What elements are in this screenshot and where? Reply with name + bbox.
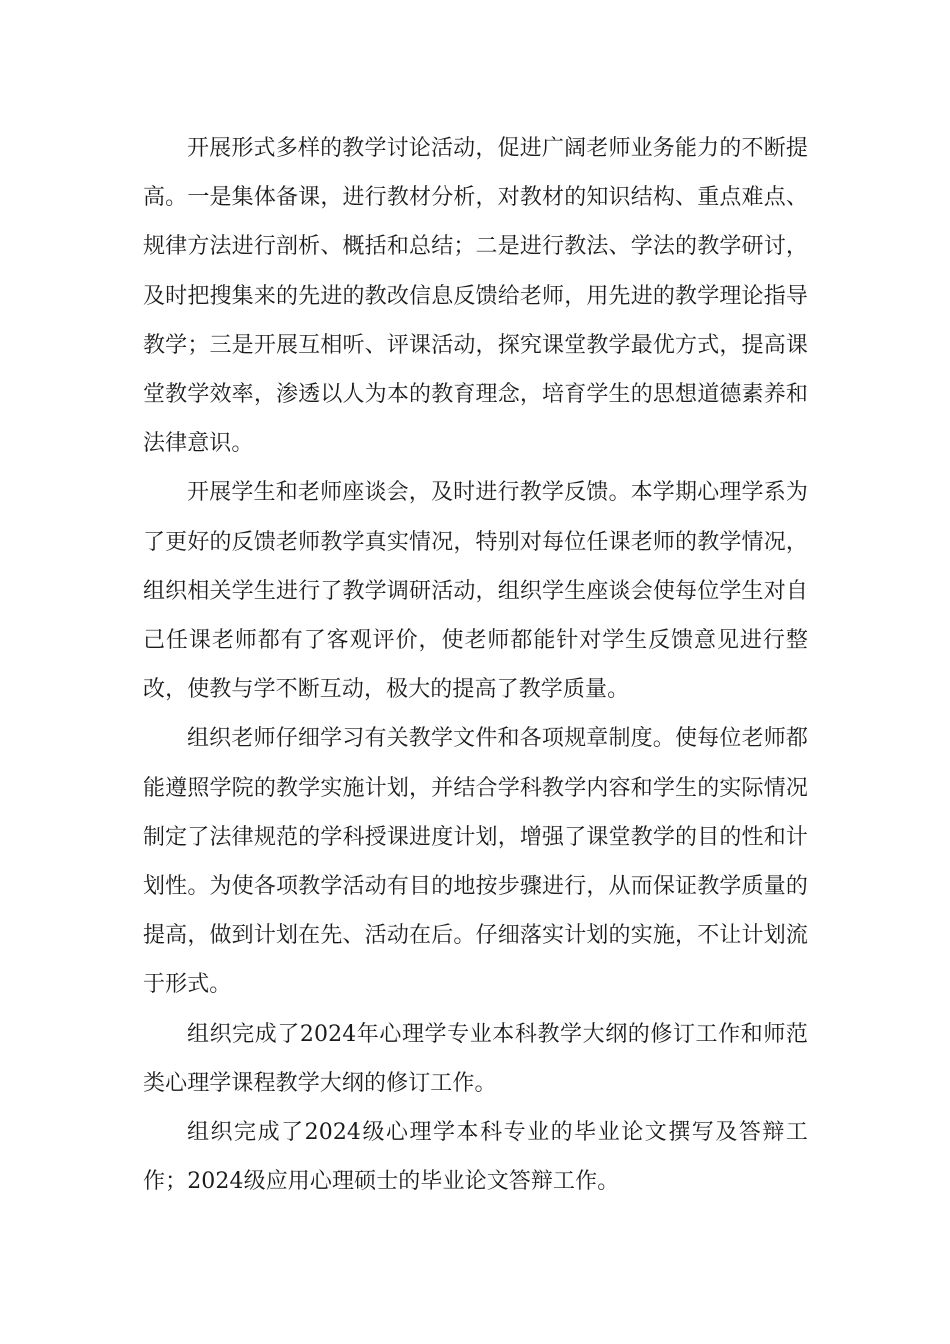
document-body bbox=[143, 124, 808, 1206]
paragraph-2: 开展学生和老师座谈会，及时进行教学反馈。本学期心理学系为了更好的反馈老师教学真实情况，特别对每位任课老师的教学情况，组织相关学生进行了教学调研活动，组织学生座谈会使每位学生对自己任课老师都有了客观评价，使老师都能针对学生反馈意见进行整改，使教与学不断互动，极大的提高了教学质量。 bbox=[143, 480, 808, 703]
paragraph-5: 组织完成了2024级心理学本科专业的毕业论文撰写及答辩工作；2024级应用心理硕士的毕业论文答辩工作。 bbox=[143, 1120, 808, 1195]
paragraph-4: 组织完成了2024年心理学专业本科教学大纲的修订工作和师范类心理学课程教学大纲的修订工作。 bbox=[143, 1021, 808, 1096]
paragraph-3: 组织老师仔细学习有关教学文件和各项规章制度。使每位老师都能遵照学院的教学实施计划，并结合学科教学内容和学生的实际情况制定了法律规范的学科授课进度计划，增强了课堂教学的目的性和计划性。为使各项教学活动有目的地按步骤进行，从而保证教学质量的提高，做到计划在先、活动在后。仔细落实计划的实施，不让计划流于形式。 bbox=[143, 726, 808, 998]
paragraph-1: 开展形式多样的教学讨论活动，促进广阔老师业务能力的不断提高。一是集体备课，进行教材分析，对教材的知识结构、重点难点、规律方法进行剖析、概括和总结；二是进行教法、学法的教学研讨，及时把搜集来的先进的教改信息反馈给老师，用先进的教学理论指导教学；三是开展互相听、评课活动，探究课堂教学最优方式，提高课堂教学效率，渗透以人为本的教育理念，培育学生的思想道德素养和法律意识。 bbox=[143, 136, 808, 457]
